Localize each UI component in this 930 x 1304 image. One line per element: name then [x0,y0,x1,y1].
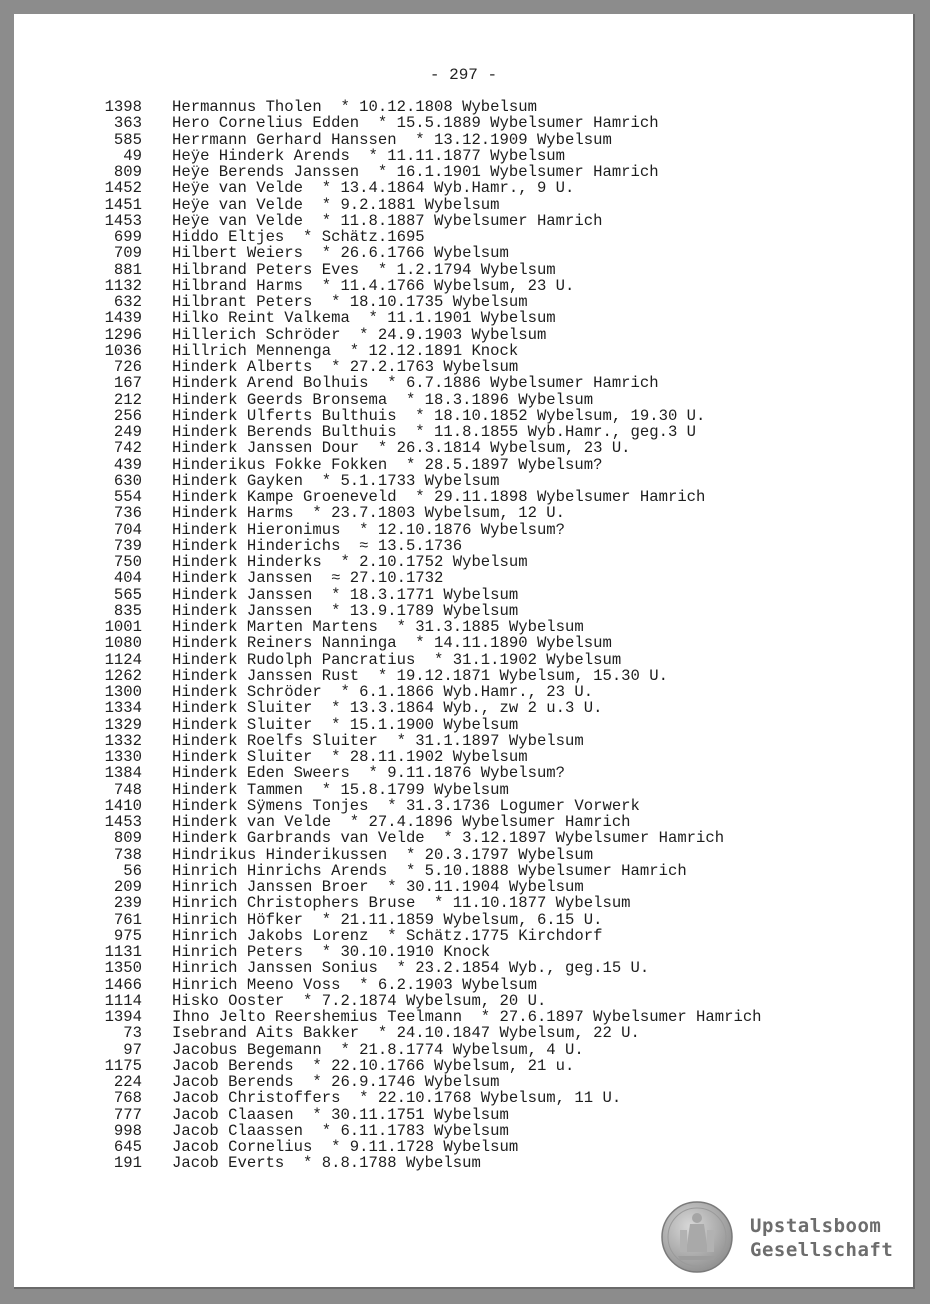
entry-text: Hillrich Mennenga * 12.12.1891 Knock [172,341,519,360]
entry-number: 1124 [104,650,142,669]
entry-number: 1332 [104,731,142,750]
entry-text: Isebrand Aits Bakker * 24.10.1847 Wybelsum, 22 U. [172,1024,640,1043]
entry-text: Hilbert Weiers * 26.6.1766 Wybelsum [172,244,509,263]
entry-number: 809 [113,163,142,181]
entry-number: 975 [113,926,142,945]
entry-text: Hinderk Hinderks * 2.10.1752 Wybelsum [172,553,528,571]
list-item [92,262,762,278]
entry-text: Hinderk Sluiter * 13.3.1864 Wyb., zw 2 u.3 U. [172,699,603,718]
entry-text: Hinderk Reiners Nanninga * 14.11.1890 Wybelsum [172,634,612,653]
entry-text: Hinderk Hinderichs ≈ 13.5.1736 [172,536,463,555]
entry-number: 881 [113,260,142,279]
entry-number: 1131 [104,943,142,961]
entry-text: Hinderikus Fokke Fokken * 28.5.1897 Wybelsum? [172,455,603,474]
entry-text: Heÿe van Velde * 13.4.1864 Wyb.Hamr., 9 U. [172,179,575,198]
entry-text: Jacob Claassen * 6.11.1783 Wybelsum [172,1121,509,1140]
entry-text: Ihno Jelto Reershemius Teelmann * 27.6.1897 Wybelsumer Hamrich [172,1008,762,1026]
list-item [92,115,762,131]
entry-text: Hillerich Schröder * 24.9.1903 Wybelsum [172,325,547,344]
entry-number: 56 [123,861,142,880]
entry-text: Hinrich Meeno Voss * 6.2.1903 Wybelsum [172,975,537,994]
list-item [92,1025,762,1041]
entry-text: Hinderk Rudolph Pancratius * 31.1.1902 Wybelsum [172,650,622,669]
entry-text: Jacob Cornelius * 9.11.1728 Wybelsum [172,1138,519,1156]
list-item [92,164,762,180]
list-item [92,635,762,651]
entry-text: Hinderk Schröder * 6.1.1866 Wyb.Hamr., 23 U. [172,683,594,701]
list-item [92,1139,762,1155]
list-item [92,180,762,196]
entry-number: 704 [113,520,142,539]
entry-text: Hinderk Sluiter * 15.1.1900 Wybelsum [172,715,519,734]
list-item [92,944,762,960]
entry-text: Jacob Claasen * 30.11.1751 Wybelsum [172,1105,509,1124]
entry-number: 750 [113,553,142,571]
list-item [92,1042,762,1058]
entry-number: 363 [113,114,142,133]
list-item [92,928,762,944]
entry-number: 73 [123,1024,142,1043]
entry-number: 748 [113,780,142,799]
entry-text: Hinderk Ulferts Bulthuis * 18.10.1852 Wybelsum, 19.30 U. [172,406,706,425]
list-item [92,733,762,749]
entry-text: Hilbrand Peters Eves * 1.2.1794 Wybelsum [172,260,556,279]
entry-text: Hinderk Janssen ≈ 27.10.1732 [172,569,444,588]
list-item [92,749,762,765]
entry-number: 1330 [104,748,142,766]
entry-list [92,99,762,1172]
entry-text: Hinrich Janssen Sonius * 23.2.1854 Wyb., geg.15 U. [172,959,650,978]
entry-number: 439 [113,455,142,474]
entry-text: Hinrich Janssen Broer * 30.11.1904 Wybelsum [172,878,584,896]
list-item [92,408,762,424]
entry-number: 1452 [104,179,142,198]
entry-text: Hinrich Höfker * 21.11.1859 Wybelsum, 6.15 U. [172,910,603,929]
entry-number: 1453 [104,813,142,831]
list-item [92,798,762,814]
entry-text: Hinderk Eden Sweers * 9.11.1876 Wybelsum? [172,764,566,783]
entry-number: 404 [113,569,142,588]
list-item [92,1074,762,1090]
entry-text: Hinderk Harms * 23.7.1803 Wybelsum, 12 U. [172,504,566,523]
list-item [92,294,762,310]
list-item [92,505,762,521]
entry-number: 256 [113,406,142,425]
list-item [92,700,762,716]
list-item [92,1009,762,1025]
entry-text: Hinderk Arend Bolhuis * 6.7.1886 Wybelsumer Hamrich [172,374,659,393]
entry-number: 1334 [104,699,142,718]
list-item [92,359,762,375]
entry-number: 645 [113,1138,142,1156]
list-item [92,814,762,830]
entry-number: 1329 [104,715,142,734]
list-item [92,489,762,505]
list-item [92,392,762,408]
entry-number: 777 [113,1105,142,1124]
entry-number: 1384 [104,764,142,783]
entry-text: Hinderk Janssen Rust * 19.12.1871 Wybelsum, 15.30 U. [172,666,668,685]
list-item [92,327,762,343]
entry-number: 554 [113,488,142,506]
list-item [92,993,762,1009]
list-item [92,1107,762,1123]
entry-number: 212 [113,390,142,409]
entry-text: Hinrich Christophers Bruse * 11.10.1877 Wybelsum [172,894,631,913]
entry-text: Hinderk Garbrands van Velde * 3.12.1897 Wybelsumer Hamrich [172,829,725,848]
entry-text: Hinderk Sÿmens Tonjes * 31.3.1736 Logumer Vorwerk [172,796,640,815]
list-item [92,619,762,635]
entry-number: 1350 [104,959,142,978]
entry-number: 1394 [104,1008,142,1026]
entry-text: Hinderk Gayken * 5.1.1733 Wybelsum [172,471,500,490]
entry-number: 726 [113,358,142,376]
list-item [92,603,762,619]
entry-text: Jacobus Begemann * 21.8.1774 Wybelsum, 4 U. [172,1040,584,1059]
entry-number: 632 [113,293,142,311]
entry-text: Hinderk Geerds Bronsema * 18.3.1896 Wybelsum [172,390,594,409]
entry-text: Hinderk Roelfs Sluiter * 31.1.1897 Wybelsum [172,731,584,750]
seal-icon [660,1200,734,1274]
list-item [92,229,762,245]
entry-text: Hinderk Tammen * 15.8.1799 Wybelsum [172,780,509,799]
entry-number: 1132 [104,276,142,295]
entry-number: 1398 [104,98,142,116]
entry-text: Hinderk Marten Martens * 31.3.1885 Wybelsum [172,618,584,636]
entry-number: 249 [113,423,142,441]
entry-number: 1001 [104,618,142,636]
entry-text: Herrmann Gerhard Hanssen * 13.12.1909 Wybelsum [172,130,612,149]
entry-text: Hinderk van Velde * 27.4.1896 Wybelsumer Hamrich [172,813,631,831]
entry-text: Heÿe Berends Janssen * 16.1.1901 Wybelsumer Hamrich [172,163,659,181]
entry-number: 191 [113,1154,142,1173]
entry-number: 1451 [104,195,142,214]
entry-number: 768 [113,1089,142,1108]
entry-number: 1036 [104,341,142,360]
entry-text: Hilbrand Harms * 11.4.1766 Wybelsum, 23 U. [172,276,575,295]
publisher-logo [660,1200,910,1276]
entry-number: 1262 [104,666,142,685]
entry-number: 630 [113,471,142,490]
entry-number: 209 [113,878,142,896]
list-item [92,863,762,879]
entry-number: 761 [113,910,142,929]
list-item [92,522,762,538]
logo-line-1: Upstalsboom [750,1215,882,1237]
entry-text: Hilbrant Peters * 18.10.1735 Wybelsum [172,293,528,311]
entry-text: Hinderk Berends Bulthuis * 11.8.1855 Wyb.Hamr., geg.3 U [172,423,697,441]
entry-text: Jacob Everts * 8.8.1788 Wybelsum [172,1154,481,1173]
list-item [92,587,762,603]
list-item [92,879,762,895]
logo-text [750,1214,893,1262]
entry-text: Hinderk Janssen Dour * 26.3.1814 Wybelsum, 23 U. [172,439,631,458]
list-item [92,310,762,326]
list-item [92,148,762,164]
entry-number: 1080 [104,634,142,653]
list-item [92,684,762,700]
list-item [92,278,762,294]
list-item [92,847,762,863]
entry-number: 97 [123,1040,142,1059]
list-item [92,538,762,554]
list-item [92,1058,762,1074]
entry-text: Hinderk Sluiter * 28.11.1902 Wybelsum [172,748,528,766]
list-item [92,132,762,148]
page-number: - 297 - [429,66,498,84]
entry-number: 699 [113,228,142,246]
list-item [92,668,762,684]
entry-number: 239 [113,894,142,913]
entry-number: 1410 [104,796,142,815]
entry-number: 1439 [104,309,142,328]
entry-text: Hermannus Tholen * 10.12.1808 Wybelsum [172,98,537,116]
list-item [92,1123,762,1139]
entry-text: Hinrich Jakobs Lorenz * Schätz.1775 Kirchdorf [172,926,603,945]
entry-number: 738 [113,845,142,864]
entry-number: 1453 [104,211,142,230]
list-item [92,830,762,846]
list-item [92,440,762,456]
entry-text: Hinderk Alberts * 27.2.1763 Wybelsum [172,358,519,376]
entry-text: Hinderk Janssen * 13.9.1789 Wybelsum [172,601,519,620]
list-item [92,245,762,261]
entry-text: Hiddo Eltjes * Schätz.1695 [172,228,425,246]
entry-number: 1466 [104,975,142,994]
entry-number: 809 [113,829,142,848]
list-item [92,765,762,781]
entry-number: 585 [113,130,142,149]
list-item [92,424,762,440]
entry-number: 49 [123,146,142,165]
list-item [92,652,762,668]
list-item [92,473,762,489]
list-item [92,782,762,798]
entry-text: Hinderk Kampe Groeneveld * 29.11.1898 Wybelsumer Hamrich [172,488,706,506]
list-item [92,197,762,213]
entry-number: 736 [113,504,142,523]
entry-text: Heÿe Hinderk Arends * 11.11.1877 Wybelsum [172,146,566,165]
entry-number: 835 [113,601,142,620]
entry-number: 224 [113,1073,142,1091]
entry-text: Hisko Ooster * 7.2.1874 Wybelsum, 20 U. [172,991,547,1010]
list-item [92,960,762,976]
entry-number: 742 [113,439,142,458]
entry-number: 565 [113,585,142,604]
entry-text: Jacob Berends * 26.9.1746 Wybelsum [172,1073,500,1091]
entry-text: Hinderk Janssen * 18.3.1771 Wybelsum [172,585,519,604]
entry-text: Hilko Reint Valkema * 11.1.1901 Wybelsum [172,309,556,328]
list-item [92,213,762,229]
list-item [92,457,762,473]
entry-number: 1114 [104,991,142,1010]
entry-number: 998 [113,1121,142,1140]
entry-number: 709 [113,244,142,263]
entry-text: Hinderk Hieronimus * 12.10.1876 Wybelsum? [172,520,566,539]
entry-text: Heÿe van Velde * 11.8.1887 Wybelsumer Hamrich [172,211,603,230]
list-item [92,554,762,570]
logo-line-2: Gesellschaft [750,1239,894,1261]
document-page [14,14,915,1289]
entry-text: Jacob Berends * 22.10.1766 Wybelsum, 21 u. [172,1056,575,1075]
entry-number: 1300 [104,683,142,701]
entry-text: Hero Cornelius Edden * 15.5.1889 Wybelsumer Hamrich [172,114,659,133]
list-item [92,717,762,733]
entry-text: Hinrich Peters * 30.10.1910 Knock [172,943,491,961]
list-item [92,375,762,391]
list-item [92,912,762,928]
list-item [92,1155,762,1171]
list-item [92,343,762,359]
list-item [92,99,762,115]
list-item [92,895,762,911]
entry-text: Hinrich Hinrichs Arends * 5.10.1888 Wybelsumer Hamrich [172,861,687,880]
list-item [92,570,762,586]
entry-number: 1175 [104,1056,142,1075]
list-item [92,1090,762,1106]
entry-number: 739 [113,536,142,555]
entry-number: 1296 [104,325,142,344]
entry-number: 167 [113,374,142,393]
entry-text: Hindrikus Hinderikussen * 20.3.1797 Wybelsum [172,845,594,864]
entry-text: Jacob Christoffers * 22.10.1768 Wybelsum, 11 U. [172,1089,622,1108]
list-item [92,977,762,993]
entry-text: Heÿe van Velde * 9.2.1881 Wybelsum [172,195,500,214]
